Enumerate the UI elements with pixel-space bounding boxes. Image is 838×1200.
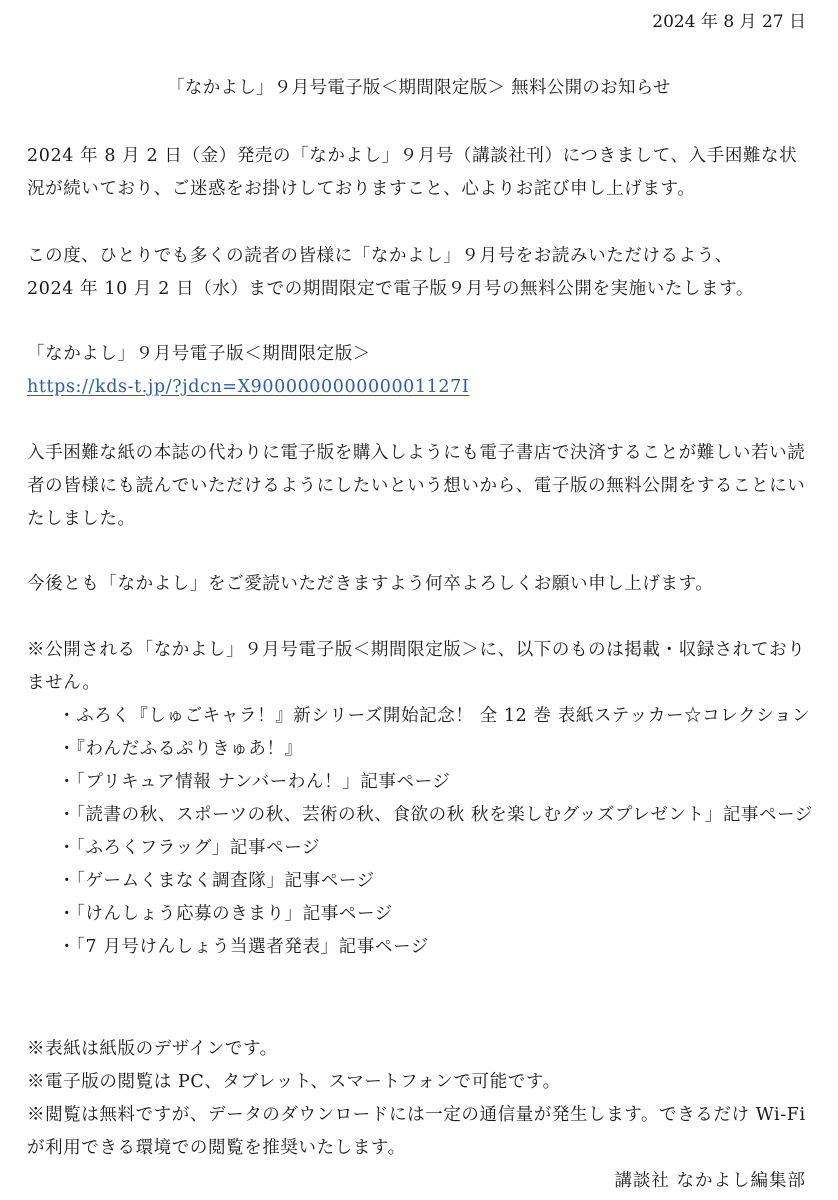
free-release-line-2: 2024 年 10 月 2 日（水）までの期間限定で電子版９月号の無料公開を実施いたします。	[27, 279, 754, 299]
list-item: ・「けんしょう応募のきまり」記事ページ	[58, 904, 393, 924]
closing-paragraph: 今後とも「なかよし」をご愛読いただきますよう何卒よろしくお願い申し上げます。	[27, 574, 714, 594]
note-cover-design: ※表紙は紙版のデザインです。	[27, 1039, 278, 1059]
document-title: 「なかよし」９月号電子版＜期間限定版＞ 無料公開のお知らせ	[167, 78, 671, 98]
document-date: 2024 年 8 月 27 日	[652, 12, 806, 32]
digital-edition-label: 「なかよし」９月号電子版＜期間限定版＞	[27, 344, 371, 364]
signature: 講談社 なかよし編集部	[614, 1171, 806, 1191]
free-release-paragraph	[27, 240, 813, 306]
list-item: ・ふろく『しゅごキャラ！』新シリーズ開始記念！ 全 12 巻 表紙ステッカー☆コレクション	[58, 706, 811, 726]
list-item: ・「ふろくフラッグ」記事ページ	[58, 838, 321, 858]
digital-edition-block	[27, 338, 813, 404]
note-data-usage: ※閲覧は無料ですが、データのダウンロードには一定の通信量が発生します。できるだけ Wi-Fi が利用できる環境での閲覧を推奨いたします。	[27, 1105, 806, 1158]
excluded-items-list	[58, 700, 818, 964]
free-release-line-1: この度、ひとりでも多くの読者の皆様に「なかよし」９月号をお読みいただけるよう、	[27, 246, 733, 266]
apology-paragraph: 2024 年 8 月 2 日（金）発売の「なかよし」９月号（講談社刊）につきまして、入手困難な状況が続いており、ご迷惑をお掛けしておりますこと、心よりお詫び申し上げます。	[27, 146, 798, 199]
list-item: ・「プリキュア情報 ナンバーわん！」記事ページ	[58, 772, 451, 792]
note-devices: ※電子版の閲覧は PC、タブレット、スマートフォンで可能です。	[27, 1072, 561, 1092]
notes-block	[27, 1033, 817, 1165]
list-item: ・「ゲームくまなく調査隊」記事ページ	[58, 871, 375, 891]
reason-paragraph: 入手困難な紙の本誌の代わりに電子版を購入しようにも電子書店で決済することが難しい若い読者の皆様にも読んでいただけるようにしたいという想いから、電子版の無料公開をすることにいたしました。	[27, 443, 806, 529]
exclusion-notice: ※公開される「なかよし」９月号電子版＜期間限定版＞に、以下のものは掲載・収録されておりません。	[27, 640, 806, 693]
digital-edition-link[interactable]: https://kds-t.jp/?jdcn=X900000000000001127I	[27, 377, 470, 397]
list-item: ・『わんだふるぷりきゅあ！』	[58, 739, 303, 759]
list-item: ・「読書の秋、スポーツの秋、芸術の秋、食欲の秋 秋を楽しむグッズプレゼント」記事ページ	[58, 805, 813, 825]
list-item: ・「7 月号けんしょう当選者発表」記事ページ	[58, 937, 429, 957]
